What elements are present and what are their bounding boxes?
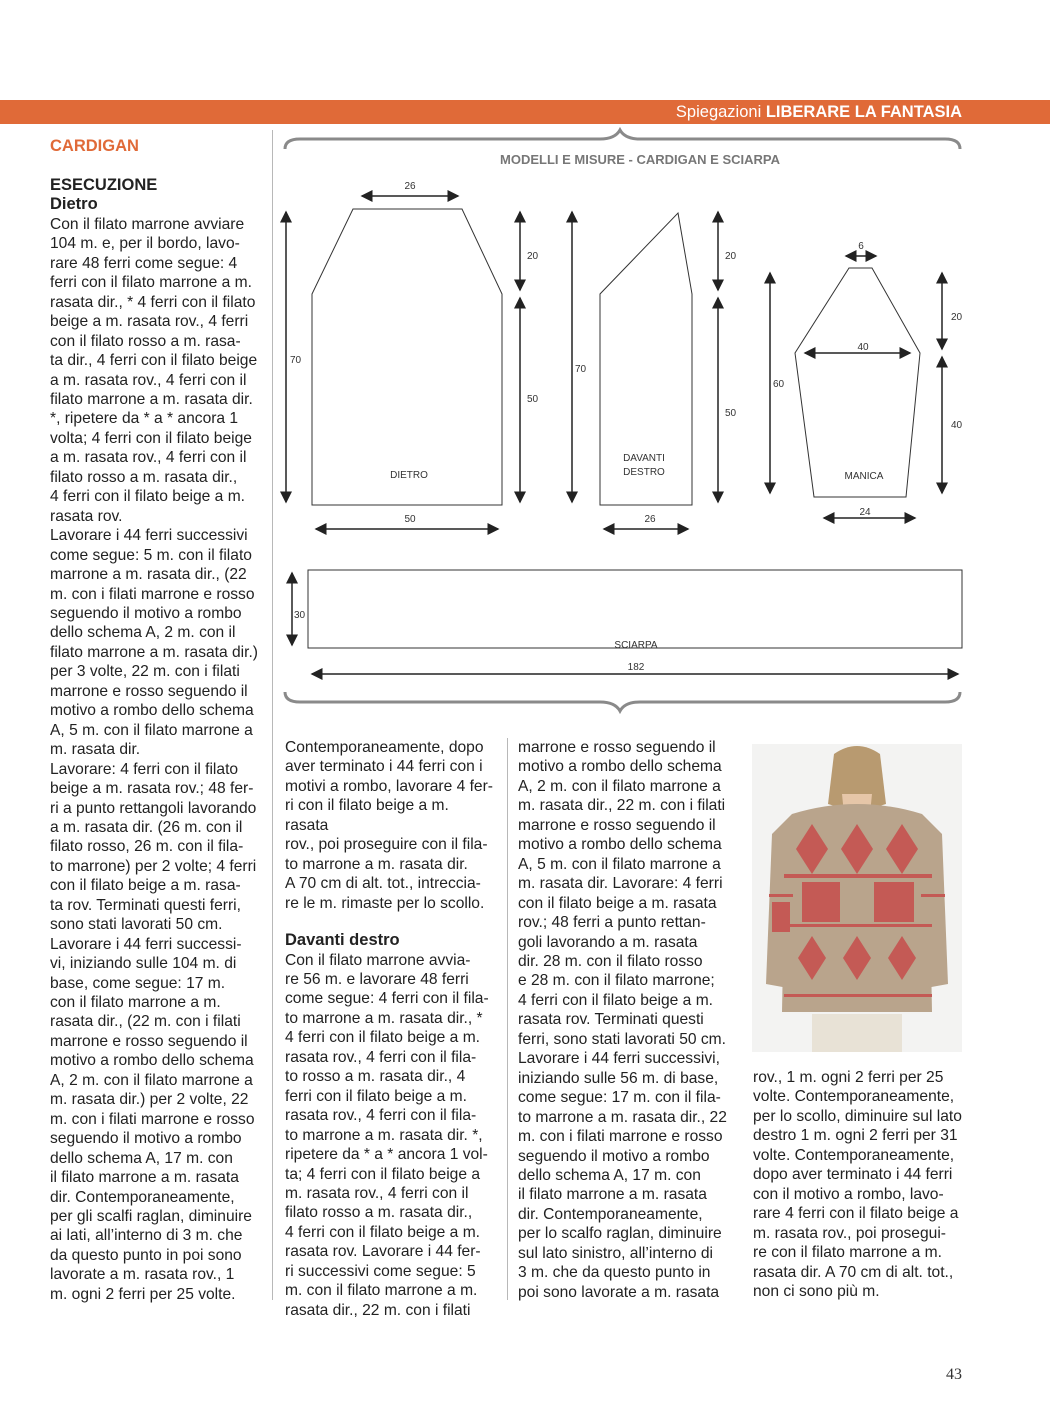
text-line: goli lavorando a m. rasata	[518, 933, 698, 951]
text-line: ta dir., 4 ferri con il filato beige	[50, 352, 258, 370]
text-line: dello schema A, 17 m. con	[518, 1166, 701, 1184]
text-line: ferri, sono stati lavorati 50 cm.	[518, 1030, 726, 1048]
text-line: 4 ferri con il filato beige a m.	[518, 991, 714, 1009]
text-line: base, come segue: 17 m.	[50, 974, 226, 992]
column-rule-2	[507, 738, 508, 1300]
sleeve-label: MANICA	[844, 471, 884, 482]
text-line: dello schema A, 17 m. con	[50, 1149, 233, 1167]
text-line: per 3 volte, 22 m. con i filati	[50, 663, 240, 681]
text-line: ferri con il filato marrone a m.	[50, 274, 252, 292]
text-line: dir. 28 m. con il filato rosso	[518, 952, 703, 970]
text-line: con il filato rosso a m. rasa-	[50, 332, 241, 350]
text-line: Lavorare i 44 ferri successi-	[50, 935, 242, 953]
text-line: re con il filato marrone a m.	[753, 1244, 942, 1262]
text-line: rasata rov.	[50, 507, 123, 525]
text-line: aver terminato i 44 ferri con i	[285, 758, 483, 776]
text-line: volte. Contemporaneamente,	[753, 1088, 955, 1106]
back-heading: Dietro	[50, 195, 98, 214]
text-line: come segue: 4 ferri con il fila-	[285, 990, 489, 1008]
text-line: 4 ferri con il filato beige a m.	[285, 1223, 481, 1241]
back-lower-height: 50	[527, 394, 539, 405]
text-line: to marrone a m. rasata dir., *	[285, 1009, 483, 1027]
text-line: motivo a rombo dello schema	[50, 702, 254, 720]
text-line: ferri con il filato beige a m.	[285, 1087, 468, 1105]
front-bottom-width: 26	[644, 514, 656, 525]
execution-heading: ESECUZIONE	[50, 176, 158, 194]
scarf-length: 182	[627, 662, 645, 673]
text-line: 4 ferri con il filato beige a m.	[285, 1029, 481, 1047]
text-line: non ci sono più m.	[753, 1282, 880, 1300]
text-column-3	[518, 738, 730, 1302]
text-line: seguendo il motivo a rombo	[518, 1147, 710, 1165]
text-line: vi, iniziando sulle 104 m. di	[50, 955, 237, 973]
text-line: sono stati lavorati 50 cm.	[50, 916, 223, 934]
text-line: rare 48 ferri come segue: 4	[50, 254, 238, 272]
text-line: sul lato sinistro, all’interno di	[518, 1244, 714, 1262]
text-line: motivo a rombo dello schema	[518, 836, 722, 854]
text-line: per lo scalfo raglan, diminuire	[518, 1225, 722, 1243]
text-line: A, 2 m. con il filato marrone a	[518, 777, 721, 795]
text-line: lavorate a m. rasata rov., 1	[50, 1266, 235, 1284]
text-line: ri a punto rettangoli lavorando	[50, 799, 257, 817]
text-column-4	[753, 1068, 965, 1301]
text-line: per lo scollo, diminuire sul lato	[753, 1107, 962, 1125]
scarf-piece-outline	[308, 570, 962, 648]
text-line: to marrone a m. rasata dir. *,	[285, 1126, 483, 1144]
text-line: beige a m. rasata rov., 4 ferri	[50, 313, 249, 331]
bottom-brace	[285, 692, 960, 711]
text-column-2	[285, 738, 495, 1320]
text-line: motivi a rombo, lavorare 4 fer-	[285, 777, 493, 795]
back-label: DIETRO	[390, 470, 428, 481]
back-upper-height: 20	[527, 251, 539, 262]
text-line: Lavorare: 4 ferri con il filato	[50, 760, 239, 778]
front-lower-height: 50	[725, 408, 737, 419]
text-line: rov.; 48 ferri a punto rettan-	[518, 914, 706, 932]
text-line: A, 5 m. con il filato marrone a	[518, 855, 721, 873]
text-line: a m. rasata dir. (26 m. con il	[50, 818, 243, 836]
text-line: filato rosso a m. rasata dir.,	[285, 1204, 473, 1222]
pattern-diagram	[270, 127, 970, 717]
text-line: m. con i filati marrone e rosso	[50, 585, 255, 603]
text-line: dopo aver terminato i 44 ferri	[753, 1166, 953, 1184]
text-line: rov., 1 m. ogni 2 ferri per 25	[753, 1069, 944, 1086]
col2-top-body	[285, 738, 495, 913]
text-line: da questo punto in poi sono	[50, 1246, 242, 1264]
text-line: m. rasata rov., poi prosegui-	[753, 1224, 946, 1242]
text-line: rasata dir., 22 m. con i filati	[285, 1301, 471, 1319]
text-line: ta; 4 ferri con il filato beige a	[285, 1165, 481, 1183]
sleeve-piece-outline	[795, 268, 920, 497]
running-header	[676, 102, 962, 122]
article-title: CARDIGAN	[50, 137, 139, 155]
text-line: ripetere da * a * ancora 1 vol-	[285, 1146, 488, 1164]
scarf-height: 30	[294, 610, 306, 621]
text-line: seguendo il motivo a rombo	[50, 604, 242, 622]
text-line: per gli scalfi raglan, diminuire	[50, 1208, 252, 1226]
text-line: marrone e rosso seguendo il	[50, 682, 248, 700]
text-line: filato marrone a m. rasata dir.	[50, 390, 253, 408]
text-line: to marrone) per 2 volte; 4 ferri	[50, 857, 257, 875]
text-line: poi sono lavorate a m. rasata	[518, 1283, 720, 1301]
text-line: filato rosso, 26 m. con il fila-	[50, 838, 244, 856]
text-line: 4 ferri con il filato beige a m.	[50, 488, 246, 506]
text-line: con il motivo a rombo, lavo-	[753, 1185, 944, 1203]
text-line: m. ogni 2 ferri per 25 volte.	[50, 1285, 236, 1303]
text-line: ri successivi come segue: 5	[285, 1262, 476, 1280]
back-total-height: 70	[290, 355, 302, 366]
text-line: Lavorare i 44 ferri successivi	[50, 527, 248, 545]
sleeve-mid-width: 40	[857, 342, 869, 353]
top-brace	[285, 130, 960, 149]
col3-body	[518, 738, 730, 1302]
text-line: rasata rov. Terminati questi	[518, 1011, 704, 1029]
text-line: 3 m. che da questo punto in	[518, 1264, 711, 1282]
header-bar	[0, 100, 1050, 124]
sleeve-top-width: 6	[858, 241, 864, 252]
text-line: volte. Contemporaneamente,	[753, 1146, 955, 1164]
text-line: marrone a m. rasata dir., (22	[50, 566, 247, 584]
text-line: Contemporaneamente, dopo	[285, 739, 484, 756]
text-line: m. con i filati marrone e rosso	[50, 1110, 255, 1128]
text-line: ai lati, all’interno di 3 m. che	[50, 1227, 243, 1245]
diagram-svg	[270, 127, 970, 717]
text-line: re 56 m. e lavorare 48 ferri	[285, 970, 469, 988]
text-line: motivo a rombo dello schema	[50, 1052, 254, 1070]
text-line: m. con i filati marrone e rosso	[518, 1128, 723, 1146]
text-line: re le m. rimaste per lo scollo.	[285, 894, 485, 912]
back-bottom-width: 50	[404, 514, 416, 525]
col2-bottom-body	[285, 951, 495, 1321]
text-line: dir. Contemporaneamente,	[518, 1205, 703, 1223]
text-line: marrone e rosso seguendo il	[518, 816, 716, 834]
text-line: come segue: 17 m. con il fila-	[518, 1089, 721, 1107]
front-label-line1: DAVANTI	[623, 453, 665, 464]
text-line: A 70 cm di alt. tot., intreccia-	[285, 875, 481, 893]
text-line: filato rosso a m. rasata dir.,	[50, 468, 238, 486]
text-line: Con il filato marrone avvia-	[285, 951, 471, 969]
text-line: A, 5 m. con il filato marrone a	[50, 721, 253, 739]
text-line: seguendo il motivo a rombo	[50, 1130, 242, 1148]
text-line: 104 m. e, per il bordo, lavo-	[50, 235, 240, 253]
front-label-line2: DESTRO	[623, 467, 665, 478]
text-line: con il filato marrone a m.	[50, 994, 221, 1012]
text-line: volta; 4 ferri con il filato beige	[50, 429, 252, 447]
text-line: a m. rasata rov., 4 ferri con il	[50, 449, 247, 467]
text-line: Lavorare i 44 ferri successivi,	[518, 1050, 720, 1068]
front-upper-height: 20	[725, 251, 737, 262]
text-line: to marrone a m. rasata dir.	[285, 855, 468, 873]
text-line: il filato marrone a m. rasata	[50, 1169, 239, 1187]
text-line: m. rasata dir.	[50, 741, 141, 759]
front-heading: Davanti destro	[285, 931, 400, 950]
text-line: rov., poi proseguire con il fila-	[285, 836, 488, 854]
text-line: con il filato beige a m. rasa-	[50, 877, 241, 895]
text-line: il filato marrone a m. rasata	[518, 1186, 707, 1204]
text-line: A, 2 m. con il filato marrone a	[50, 1071, 253, 1089]
text-line: marrone e rosso seguendo il	[50, 1032, 248, 1050]
front-total-height: 70	[575, 364, 587, 375]
diagram-title: MODELLI E MISURE - CARDIGAN E SCIARPA	[500, 152, 780, 167]
text-line: ta rov. Terminati questi ferri,	[50, 896, 241, 914]
text-line: m. rasata dir. Lavorare: 4 ferri	[518, 875, 723, 893]
text-line: m. rasata rov., 4 ferri con il	[285, 1184, 469, 1202]
sleeve-bottom-width: 24	[859, 507, 871, 518]
text-column-1	[50, 176, 262, 1304]
col4-body	[753, 1068, 965, 1301]
page-number: 43	[946, 1366, 962, 1383]
text-line: *, ripetere da * a * ancora 1	[50, 410, 239, 428]
sleeve-upper-height: 20	[951, 312, 963, 323]
text-line: Con il filato marrone avviare	[50, 215, 245, 233]
col1-body	[50, 215, 262, 1304]
text-line: rasata rov., 4 ferri con il fila-	[285, 1107, 477, 1125]
text-line: rasata rov., 4 ferri con il fila-	[285, 1048, 477, 1066]
text-line: marrone e rosso seguendo il	[518, 739, 716, 756]
scarf-label: SCIARPA	[614, 640, 658, 651]
header-section: Spiegazioni	[675, 103, 762, 121]
text-line: motivo a rombo dello schema	[518, 758, 722, 776]
text-line: to marrone a m. rasata dir., 22	[518, 1108, 727, 1126]
text-line: rasata dir., * 4 ferri con il filato	[50, 293, 256, 311]
text-line: e 28 m. con il filato marrone;	[518, 972, 715, 990]
text-line: dir. Contemporaneamente,	[50, 1188, 235, 1206]
text-line: rasata dir. A 70 cm di alt. tot.,	[753, 1263, 954, 1281]
text-line: dello schema A, 2 m. con il	[50, 624, 236, 642]
text-line: a m. rasata rov., 4 ferri con il	[50, 371, 247, 389]
text-line: rasata dir., (22 m. con i filati	[50, 1013, 241, 1031]
text-line: to rosso a m. rasata dir., 4	[285, 1068, 466, 1086]
back-top-width: 26	[404, 181, 416, 192]
text-line: ri con il filato beige a m. rasata	[285, 797, 449, 834]
text-line: rare 4 ferri con il filato beige a	[753, 1205, 959, 1223]
text-line: m. con il filato marrone a m.	[285, 1282, 478, 1300]
text-line: destro 1 m. ogni 2 ferri per 31	[753, 1127, 958, 1145]
text-line: m. rasata dir.) per 2 volte, 22	[50, 1091, 249, 1109]
text-line: filato marrone a m. rasata dir.)	[50, 643, 258, 661]
sleeve-total-height: 60	[773, 379, 785, 390]
text-line: con il filato beige a m. rasata	[518, 894, 717, 912]
text-line: iniziando sulle 56 m. di base,	[518, 1069, 719, 1087]
header-title: LIBERARE LA FANTASIA	[765, 103, 962, 121]
text-line: beige a m. rasata rov.; 48 fer-	[50, 780, 254, 798]
text-line: come segue: 5 m. con il filato	[50, 546, 252, 564]
sleeve-lower-height: 40	[951, 420, 963, 431]
text-line: rasata rov. Lavorare i 44 fer-	[285, 1243, 481, 1261]
cardigan-photo	[752, 744, 962, 1052]
text-line: m. rasata dir., 22 m. con i filati	[518, 797, 726, 815]
back-piece-outline	[312, 209, 502, 505]
